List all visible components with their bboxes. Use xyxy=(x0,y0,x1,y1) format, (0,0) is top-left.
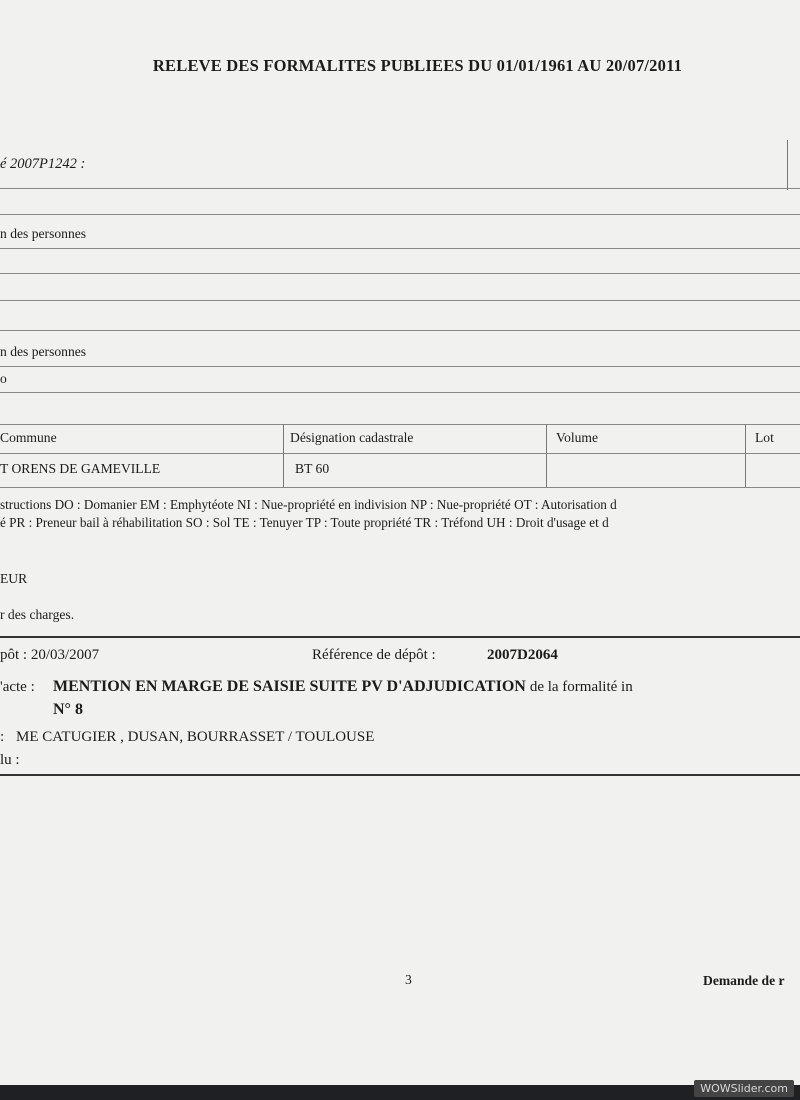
divider xyxy=(0,273,800,274)
divider xyxy=(0,248,800,249)
divider xyxy=(0,487,800,488)
notary-label: : xyxy=(0,729,5,745)
divider xyxy=(283,424,284,487)
section-divider xyxy=(0,774,800,776)
divider xyxy=(0,188,800,189)
watermark: WOWSlider.com xyxy=(694,1080,794,1097)
section-divider xyxy=(0,636,800,638)
table-header-lot: Lot xyxy=(755,430,774,445)
divider xyxy=(0,392,800,393)
legend-line-1: structions DO : Domanier EM : Emphytéote NI : Nue-propriété en indivision NP : Nue-propriété OT : Autorisation d xyxy=(0,497,617,512)
divider xyxy=(0,214,800,215)
divider xyxy=(787,140,788,190)
deposit-ref-label: Référence de dépôt : xyxy=(312,647,436,663)
charges-note: r des charges. xyxy=(0,607,75,622)
read-label: lu : xyxy=(0,752,20,768)
divider xyxy=(745,424,746,487)
table-header-commune: Commune xyxy=(0,430,57,445)
divider xyxy=(0,330,800,331)
page-title: RELEVE DES FORMALITES PUBLIEES DU 01/01/1961 AU 20/07/2011 xyxy=(152,56,683,75)
request-label: Demande de r xyxy=(703,973,785,988)
act-label: 'acte : xyxy=(0,679,35,695)
legend-line-2: é PR : Preneur bail à réhabilitation SO : Sol TE : Tenuyer TP : Toute propriété TR : Tréfond UH : Droit d'usage et d xyxy=(0,515,609,530)
notary-value: ME CATUGIER , DUSAN, BOURRASSET / TOULOUSE xyxy=(16,729,375,745)
act-title: MENTION EN MARGE DE SAISIE SUITE PV D'ADJUDICATION xyxy=(53,678,526,695)
divider xyxy=(0,453,800,454)
act-suffix: de la formalité in xyxy=(529,679,633,695)
table-header-cadastral: Désignation cadastrale xyxy=(290,430,414,445)
act-number: N° 8 xyxy=(53,701,83,718)
divider xyxy=(0,366,800,367)
divider xyxy=(0,300,800,301)
divider xyxy=(0,424,800,425)
persons-fragment: o xyxy=(0,371,7,386)
divider xyxy=(546,424,547,487)
table-cell-cadastral: BT 60 xyxy=(295,461,330,476)
beneficiary-note: EUR xyxy=(0,571,28,586)
formality-reference: é 2007P1242 : xyxy=(0,156,86,172)
deposit-date: pôt : 20/03/2007 xyxy=(0,647,100,663)
table-cell-commune: T ORENS DE GAMEVILLE xyxy=(0,461,161,476)
act-line xyxy=(53,678,633,696)
persons-label-2: n des personnes xyxy=(0,344,87,359)
persons-label-1: n des personnes xyxy=(0,226,87,241)
window-bottom-bar xyxy=(0,1085,800,1100)
table-header-volume: Volume xyxy=(556,430,599,445)
deposit-ref-value: 2007D2064 xyxy=(487,647,558,663)
page-number: 3 xyxy=(405,972,412,987)
